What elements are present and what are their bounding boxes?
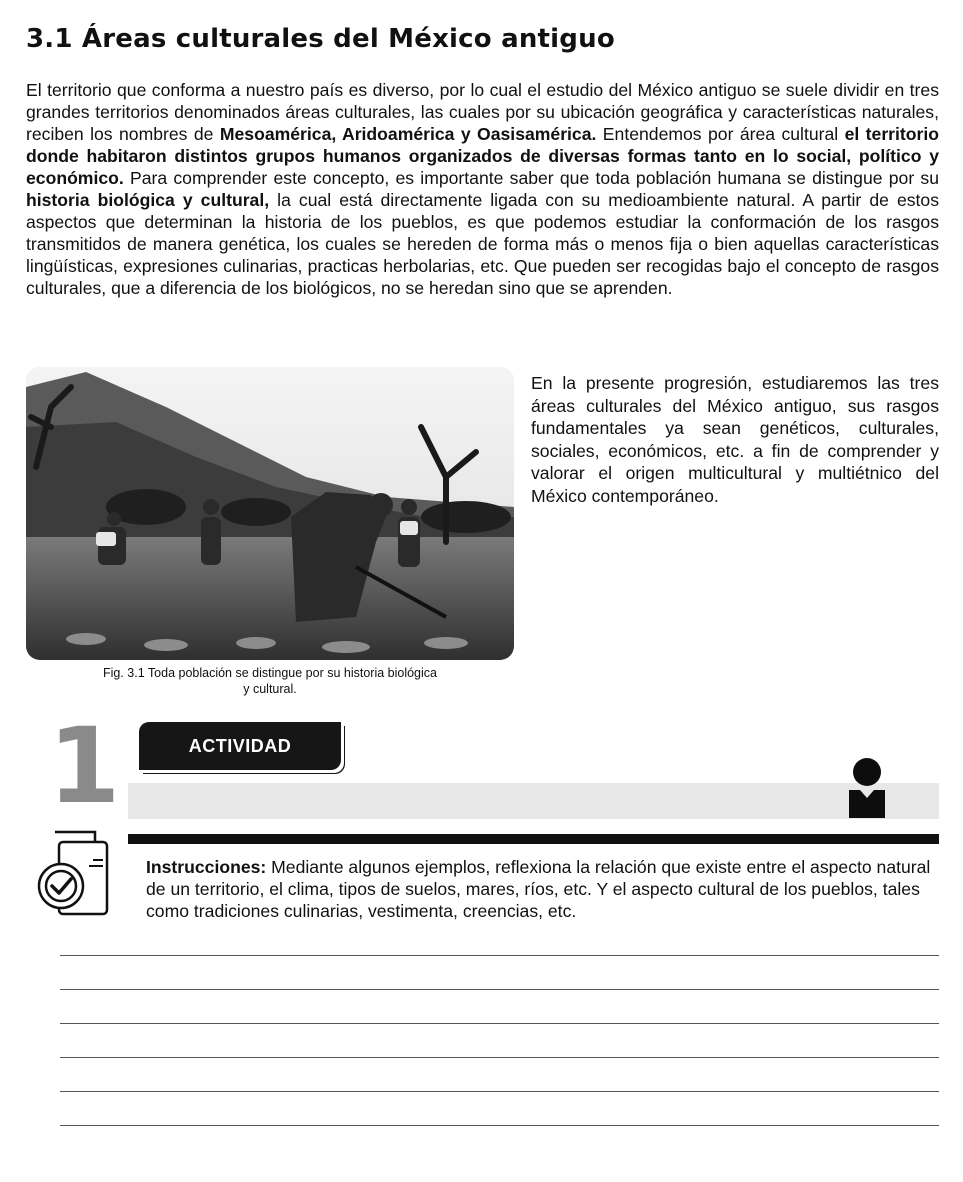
answer-line-1[interactable]: [60, 955, 939, 956]
answer-line-3[interactable]: [60, 1023, 939, 1024]
activity-number: 1: [48, 705, 121, 827]
progression-paragraph: En la presente progresión, estudiaremos las tres áreas culturales del México antiguo, sus rasgos fundamentales ya sean genéticos, culturales, sociales, económicos, etc. a fin de comprender y valorar el origen multicultural y multiétnico del México contemporáneo.: [531, 373, 939, 506]
checklist-icon: [37, 830, 113, 918]
instructions-text: Instrucciones: Mediante algunos ejemplos, reflexiona la relación que existe entre el aspecto natural de un territorio, el clima, tipos de suelos, mares, ríos, etc. Y el aspecto cultural de los pueblos, tales como tradiciones culinarias, vestimenta, creencias, etc.: [146, 857, 931, 921]
answer-line-5[interactable]: [60, 1091, 939, 1092]
answer-line-2[interactable]: [60, 989, 939, 990]
figure-photo: [26, 367, 514, 660]
activity-label: ACTIVIDAD: [139, 722, 341, 770]
figure-caption: Fig. 3.1 Toda población se distingue por su historia biológica y cultural.: [102, 666, 437, 696]
page-title: 3.1 Áreas culturales del México antiguo: [26, 24, 615, 54]
intro-paragraph: El territorio que conforma a nuestro país es diverso, por lo cual el estudio del México antiguo se suele dividir en tres grandes territorios denominados áreas culturales, las cuales por su ubicación geográfica y características naturales, reciben los nombres de Mesoamérica, Aridoamérica y Oasisamérica. Entendemos por área cultural el territorio donde habitaron distintos grupos humanos organizados de diversas formas tanto en lo social, político y económico. Para comprender este concepto, es importante saber que toda población humana se distingue por su historia biológica y cultural, la cual está directamente ligada con su medioambiente natural. A partir de estos aspectos que determinan la historia de los pueblos, es que podemos estudiar la conformación de los rasgos transmitidos de manera genética, los cuales se hereden de forma más o menos fija o bien aquellas características lingüísticas, expresiones culinarias, practicas herbolarias, etc. Que pueden ser recogidas bajo el concepto de rasgos culturales, que a diferencia de los biológicos, no se heredan sino que se aprenden.: [26, 80, 939, 298]
answer-line-6[interactable]: [60, 1125, 939, 1126]
answer-line-4[interactable]: [60, 1057, 939, 1058]
activity-band: [128, 783, 939, 819]
activity-divider: [128, 834, 939, 844]
person-icon: [846, 757, 888, 819]
